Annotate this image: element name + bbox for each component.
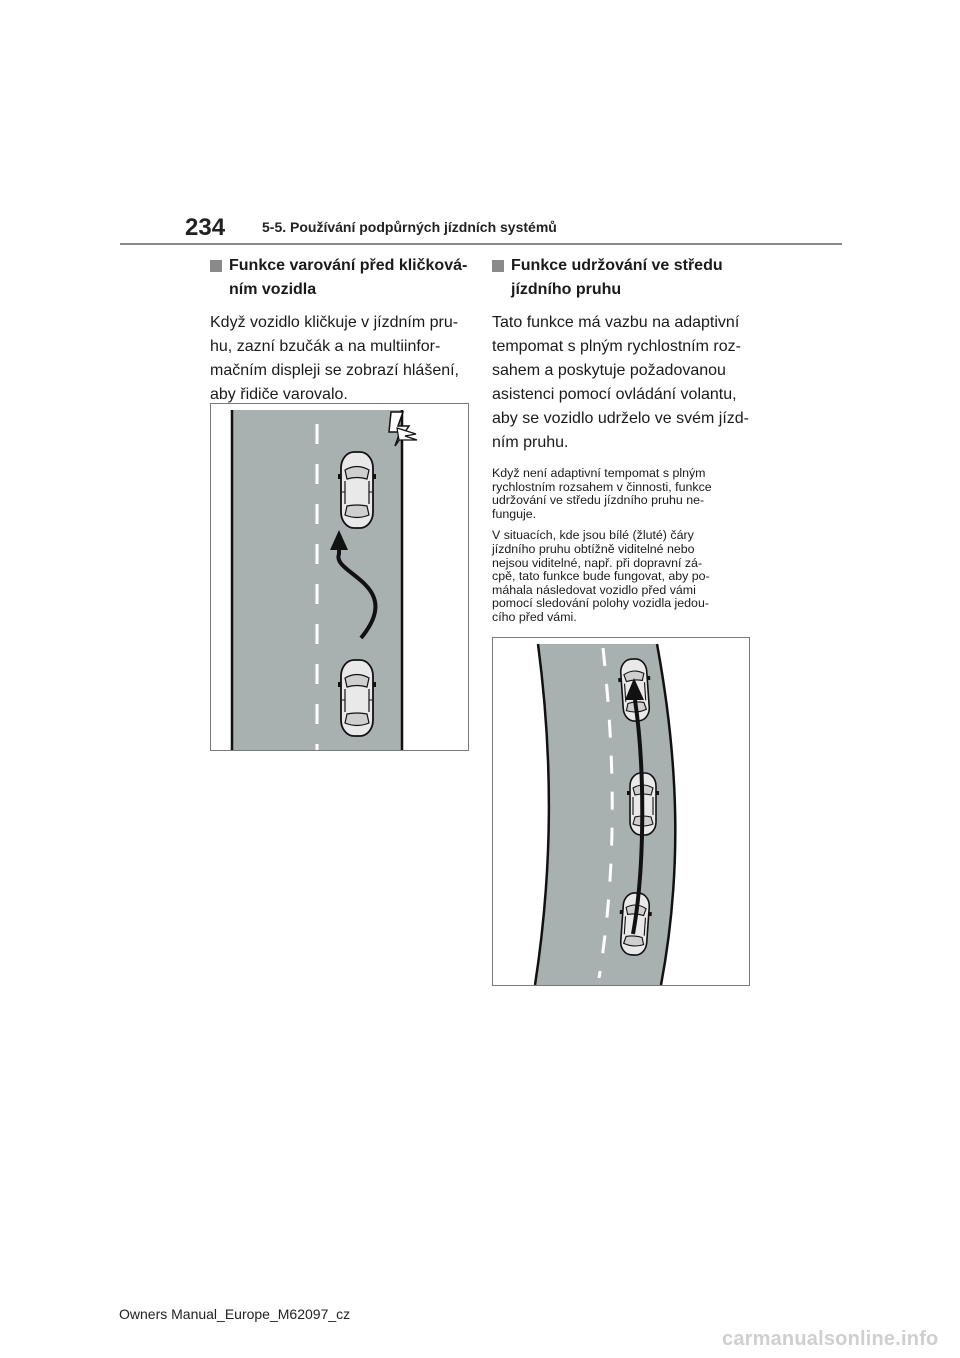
watermark: carmanualsonline.info	[722, 1328, 939, 1350]
note-line: funguje.	[492, 506, 537, 521]
paragraph-line: mačním displeji se zobrazí hlášení,	[210, 362, 459, 379]
swerving-car-icon	[338, 452, 376, 528]
bullet-square-icon	[492, 260, 504, 272]
heading-lane-centering	[492, 254, 754, 302]
swerve-paragraph	[210, 311, 472, 407]
paragraph-line: sahem a poskytuje požadovanou	[492, 362, 726, 379]
road-surface	[231, 410, 403, 750]
paragraph-line: aby řidiče varovalo.	[210, 386, 348, 403]
heading-line: ním vozidla	[229, 281, 317, 298]
following-car-icon	[338, 660, 376, 736]
note-line: cího před vámi.	[492, 609, 577, 624]
heading-swerve-warning	[210, 254, 472, 302]
note-line: udržování ve středu jízdního pruhu ne-	[492, 493, 705, 508]
note-line: jízdního pruhu obtížně viditelné nebo	[492, 541, 695, 556]
heading-line: jízdního pruhu	[511, 281, 622, 298]
paragraph-line: asistenci pomocí ovládání volantu,	[492, 386, 737, 403]
right-column	[492, 254, 754, 625]
heading-line: Funkce udržování ve středu	[511, 257, 723, 274]
note-lines-not-visible	[492, 529, 754, 624]
bullet-square-icon	[210, 260, 222, 272]
lane-centering-illustration	[492, 637, 750, 986]
page-number: 234	[185, 214, 226, 241]
note-line: pomocí sledování polohy vozidla jedou-	[492, 596, 709, 611]
left-column	[210, 254, 472, 407]
note-line: V situacích, kde jsou bílé (žluté) čáry	[492, 528, 694, 543]
note-line: máhala následovat vozidlo před vámi	[492, 582, 696, 597]
header-divider	[120, 243, 842, 245]
paragraph-line: Když vozidlo kličkuje v jízdním pru-	[210, 314, 459, 331]
paragraph-line: ním pruhu.	[492, 434, 569, 451]
note-line: nejsou viditelné, např. při dopravní zá-	[492, 555, 703, 570]
note-line: cpě, tato funkce bude fungovat, aby po-	[492, 569, 710, 584]
lane-centering-illustration-svg	[493, 638, 749, 985]
note-inactive	[492, 467, 754, 521]
paragraph-line: tempomat s plným rychlostním roz-	[492, 338, 741, 355]
paragraph-line: aby se vozidlo udrželo ve svém jízd-	[492, 410, 749, 427]
swerve-illustration-svg	[211, 404, 468, 750]
lane-centering-paragraph	[492, 311, 754, 455]
paragraph-line: hu, zazní bzučák a na multiinfor-	[210, 338, 441, 355]
section-title: 5-5. Používání podpůrných jízdních systémů	[262, 219, 557, 235]
heading-line: Funkce varování před kličková-	[229, 257, 468, 274]
footer-text: Owners Manual_Europe_M62097_cz	[119, 1306, 351, 1322]
note-line: Když není adaptivní tempomat s plným	[492, 466, 706, 480]
paragraph-line: Tato funkce má vazbu na adaptivní	[492, 314, 740, 331]
note-line: rychlostním rozsahem v činnosti, funkce	[492, 479, 712, 494]
swerve-illustration	[210, 403, 469, 751]
